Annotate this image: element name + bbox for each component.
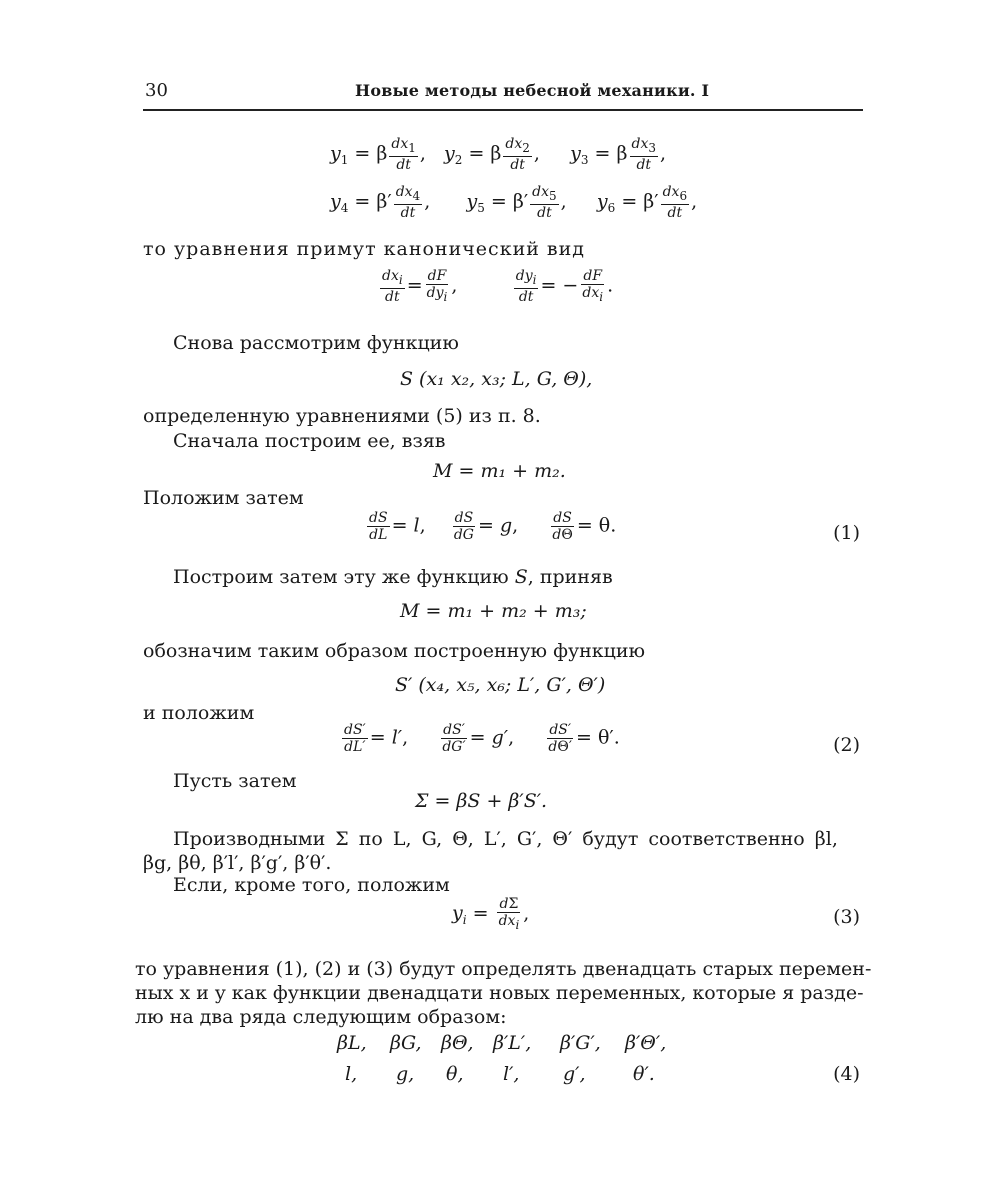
row4-bottom-2: θ, bbox=[446, 1063, 464, 1085]
row4-top-0: βL, bbox=[337, 1032, 367, 1054]
again-consider: Снова рассмотрим функцию bbox=[173, 332, 459, 354]
equation-3: $y_i$ = $\frac{d\Sigma}{dx_i}$ , bbox=[452, 896, 530, 932]
M-three-masses: M = m₁ + m₂ + m₃; bbox=[400, 600, 587, 622]
equation-number-3: (3) bbox=[833, 906, 860, 928]
set-then: Положим затем bbox=[143, 487, 304, 509]
header-rule bbox=[143, 109, 863, 111]
derivatives-line-2: βg, βθ, β′l′, β′g′, β′θ′. bbox=[143, 852, 332, 874]
row4-bottom-1: g, bbox=[396, 1063, 415, 1085]
S-prime-function: S′ (x₄, x₅, x₆; L′, G′, Θ′) bbox=[395, 674, 606, 696]
paragraph-line-2: ных x и y как функции двенадцати новых переменных, которые я разде- bbox=[135, 982, 864, 1004]
row4-bottom-3: l′, bbox=[503, 1063, 520, 1085]
y-definitions-row-2: $y_4 = \beta'$ $\frac{dx_4}{dt}$ , $y_5 = \beta'$ $\frac{dx_5}{dt}$ , $y_6 = \beta'$ $\frac{dx_6}{dt}$ , bbox=[330, 184, 698, 221]
M-two-masses: M = m₁ + m₂. bbox=[433, 460, 566, 482]
equation-number-4: (4) bbox=[833, 1063, 860, 1085]
row4-top-1: βG, bbox=[390, 1032, 422, 1054]
running-title: Новые методы небесной механики. I bbox=[355, 81, 710, 100]
paragraph-line-3: лю на два ряда следующим образом: bbox=[135, 1006, 507, 1028]
row4-bottom-4: g′, bbox=[563, 1063, 586, 1085]
canonical-equations: $\frac{dx_i}{dt}$ = $\frac{dF}{dy_i}$ , $\frac{dy_i}{dt}$ = − $\frac{dF}{dx_i}$ . bbox=[382, 268, 614, 305]
row4-top-2: βΘ, bbox=[441, 1032, 474, 1054]
defined-by: определенную уравнениями (5) из п. 8. bbox=[143, 405, 541, 427]
first-build: Сначала построим ее, взяв bbox=[173, 430, 446, 452]
equation-1: $\frac{dS}{dL}$ = l, $\frac{dS}{dG}$ = g, $\frac{dS}{d\Theta}$ = θ. bbox=[369, 510, 617, 544]
paragraph-line-1: то уравнения (1), (2) и (3) будут определять двенадцать старых перемен- bbox=[135, 958, 872, 980]
equation-2: $\frac{dS'}{dL'}$ = l′, $\frac{dS'}{dG'}$ = g′, $\frac{dS'}{d\Theta'}$ = θ′. bbox=[344, 722, 620, 756]
canonical-intro: то уравнения примут канонический вид bbox=[143, 238, 585, 260]
page-number: 30 bbox=[145, 80, 168, 101]
S-function: S (x₁ x₂, x₃; L, G, Θ), bbox=[400, 368, 593, 390]
row4-bottom-5: θ′. bbox=[633, 1063, 655, 1085]
equation-number-2: (2) bbox=[833, 734, 860, 756]
equation-number-1: (1) bbox=[833, 522, 860, 544]
denote: обозначим таким образом построенную функцию bbox=[143, 640, 646, 662]
row4-top-3: β′L′, bbox=[493, 1032, 532, 1054]
and-set: и положим bbox=[143, 702, 255, 724]
build-again: Построим затем эту же функцию S, приняв bbox=[173, 566, 613, 588]
if-also: Если, кроме того, положим bbox=[173, 874, 450, 896]
let-then: Пусть затем bbox=[173, 770, 297, 792]
Sigma-definition: Σ = βS + β′S′. bbox=[415, 790, 548, 812]
row4-top-4: β′G′, bbox=[560, 1032, 601, 1054]
row4-bottom-0: l, bbox=[345, 1063, 358, 1085]
row4-top-5: β′Θ′, bbox=[625, 1032, 667, 1054]
derivatives-line-1: Производными Σ по L, G, Θ, L′, G′, Θ′ будут соответственно βl, bbox=[173, 828, 838, 850]
y-definitions-row-1: $y_1 = \beta$ $\frac{dx_1}{dt}$ , $y_2 = \beta$ $\frac{dx_2}{dt}$ , $y_3 = \beta$ $\frac{dx_3}{dt}$ , bbox=[330, 136, 667, 173]
